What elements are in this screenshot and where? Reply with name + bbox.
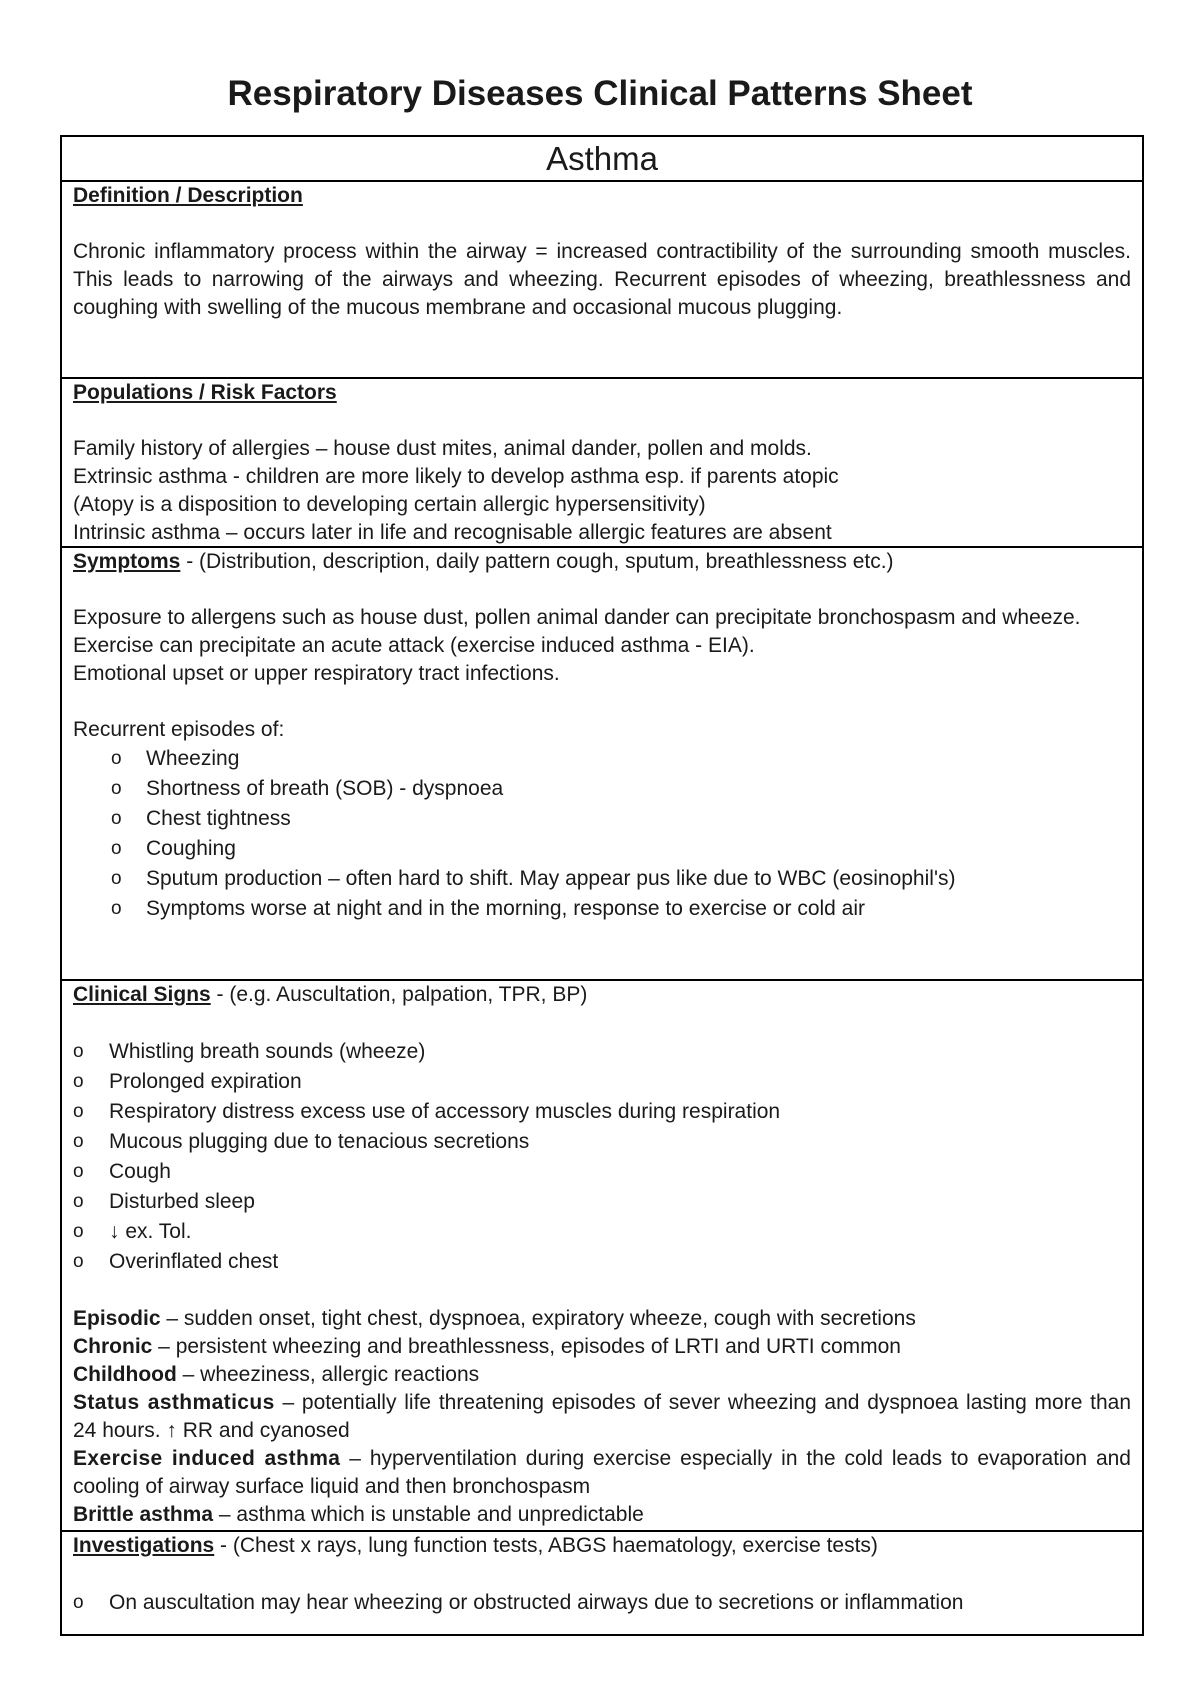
list-item	[73, 1067, 1131, 1097]
bullet-icon: o	[111, 868, 122, 889]
sign-text: Cough	[109, 1160, 171, 1183]
sign-text: Prolonged expiration	[109, 1070, 302, 1093]
list-item	[73, 1037, 1131, 1067]
asthma-type-term: Chronic	[73, 1335, 153, 1358]
asthma-type-row	[73, 1445, 1131, 1501]
investigations-list	[73, 1588, 1131, 1618]
symptom-text: Symptoms worse at night and in the morning, response to exercise or cold air	[146, 897, 866, 920]
sign-text: Whistling breath sounds (wheeze)	[109, 1040, 426, 1063]
list-item	[73, 774, 1131, 804]
symptoms-emotional: Emotional upset or upper respiratory tract infections.	[73, 662, 560, 685]
list-item	[73, 1097, 1131, 1127]
asthma-type-desc: – hyperventilation during exercise especially in the cold leads to evaporation and cooling of airway surface liquid and then bronchospasm	[73, 1447, 1131, 1498]
symptoms-subheading: - (Distribution, description, daily pattern cough, sputum, breathlessness etc.)	[180, 550, 894, 573]
population-line: Extrinsic asthma - children are more likely to develop asthma esp. if parents atopic	[73, 465, 839, 488]
condition-title: Asthma	[62, 137, 1142, 182]
bullet-icon: o	[111, 808, 122, 829]
bullet-icon: o	[111, 898, 122, 919]
bullet-icon: o	[73, 1191, 84, 1212]
bullet-icon: o	[73, 1251, 84, 1272]
asthma-type-term: Status asthmaticus	[73, 1391, 275, 1414]
bullet-icon: o	[111, 838, 122, 859]
asthma-type-term: Childhood	[73, 1363, 177, 1386]
asthma-type-row	[73, 1361, 1131, 1389]
list-item	[73, 1127, 1131, 1157]
list-item	[73, 864, 1131, 894]
bullet-icon: o	[73, 1101, 84, 1122]
list-item	[73, 1157, 1131, 1187]
bullet-icon: o	[73, 1161, 84, 1182]
populations-heading: Populations / Risk Factors	[73, 381, 337, 404]
asthma-type-desc: – sudden onset, tight chest, dyspnoea, expiratory wheeze, cough with secretions	[160, 1307, 916, 1330]
symptom-text: Coughing	[146, 837, 236, 860]
symptoms-exposure: Exposure to allergens such as house dust, pollen animal dander can precipitate bronchospasm and wheeze.	[73, 606, 1081, 629]
section-symptoms	[62, 548, 1142, 981]
investigation-text: On auscultation may hear wheezing or obstructed airways due to secretions or inflammation	[109, 1591, 964, 1614]
bullet-icon: o	[73, 1071, 84, 1092]
sign-text: Disturbed sleep	[109, 1190, 255, 1213]
asthma-type-desc: – persistent wheezing and breathlessness, episodes of LRTI and URTI common	[152, 1335, 901, 1358]
bullet-icon: o	[111, 778, 122, 799]
asthma-type-term: Episodic	[73, 1307, 161, 1330]
sign-text: Mucous plugging due to tenacious secretions	[109, 1130, 530, 1153]
definition-text: Chronic inflammatory process within the airway = increased contractibility of the surrounding smooth muscles. This leads to narrowing of the airways and wheezing. Recurrent episodes of wheezing, breathlessness and coughing with swelling of the mucous membrane and occasional mucous plugging.	[73, 240, 1131, 319]
sign-text: Overinflated chest	[109, 1250, 279, 1273]
symptom-text: Shortness of breath (SOB) - dyspnoea	[146, 777, 504, 800]
symptom-text: Chest tightness	[146, 807, 291, 830]
symptom-text: Wheezing	[146, 747, 240, 770]
asthma-type-desc: – potentially life threatening episodes of sever wheezing and dyspnoea lasting more than 24 hours. ↑ RR and cyanosed	[73, 1391, 1132, 1442]
asthma-type-row	[73, 1501, 1131, 1529]
asthma-type-desc: – wheeziness, allergic reactions	[176, 1363, 480, 1386]
clinical-signs-heading: Clinical Signs	[73, 983, 211, 1006]
asthma-type-row	[73, 1389, 1131, 1445]
list-item	[73, 834, 1131, 864]
sign-text: Respiratory distress excess use of accessory muscles during respiration	[109, 1100, 781, 1123]
bullet-icon: o	[73, 1131, 84, 1152]
bullet-icon: o	[73, 1221, 84, 1242]
sign-text: ↓ ex. Tol.	[109, 1220, 192, 1243]
bullet-icon: o	[73, 1592, 84, 1613]
investigations-heading: Investigations	[73, 1534, 215, 1557]
bullet-icon: o	[73, 1041, 84, 1062]
asthma-type-term: Exercise induced asthma	[73, 1447, 341, 1470]
asthma-type-row	[73, 1305, 1131, 1333]
symptoms-list	[73, 744, 1131, 924]
asthma-type-term: Brittle asthma	[73, 1503, 214, 1526]
asthma-type-desc: – asthma which is unstable and unpredictable	[213, 1503, 644, 1526]
list-item	[73, 1217, 1131, 1247]
section-definition	[62, 182, 1142, 379]
clinical-signs-list	[73, 1037, 1131, 1277]
symptoms-exercise: Exercise can precipitate an acute attack (exercise induced asthma - EIA).	[73, 634, 755, 657]
population-line: Intrinsic asthma – occurs later in life and recognisable allergic features are absent	[73, 521, 832, 544]
population-line: Family history of allergies – house dust mites, animal dander, pollen and molds.	[73, 437, 812, 460]
clinical-signs-subheading: - (e.g. Auscultation, palpation, TPR, BP)	[210, 983, 588, 1006]
section-populations	[62, 379, 1142, 548]
definition-heading: Definition / Description	[73, 184, 303, 207]
list-item	[73, 1187, 1131, 1217]
list-item	[73, 744, 1131, 774]
list-item	[73, 894, 1131, 924]
list-item	[73, 1247, 1131, 1277]
symptoms-heading: Symptoms	[73, 550, 181, 573]
investigations-subheading: - (Chest x rays, lung function tests, ABGS haematology, exercise tests)	[214, 1534, 878, 1557]
list-item	[73, 1588, 1131, 1618]
population-line: (Atopy is a disposition to developing certain allergic hypersensitivity)	[73, 493, 706, 516]
section-investigations	[62, 1532, 1142, 1634]
asthma-type-row	[73, 1333, 1131, 1361]
page-title: Respiratory Diseases Clinical Patterns Sheet	[227, 74, 973, 113]
list-item	[73, 804, 1131, 834]
symptoms-recurrent-intro: Recurrent episodes of:	[73, 718, 285, 741]
bullet-icon: o	[111, 748, 122, 769]
clinical-pattern-table	[60, 135, 1144, 1636]
symptom-text: Sputum production – often hard to shift. May appear pus like due to WBC (eosinophil's)	[146, 867, 956, 890]
section-clinical-signs	[62, 981, 1142, 1532]
